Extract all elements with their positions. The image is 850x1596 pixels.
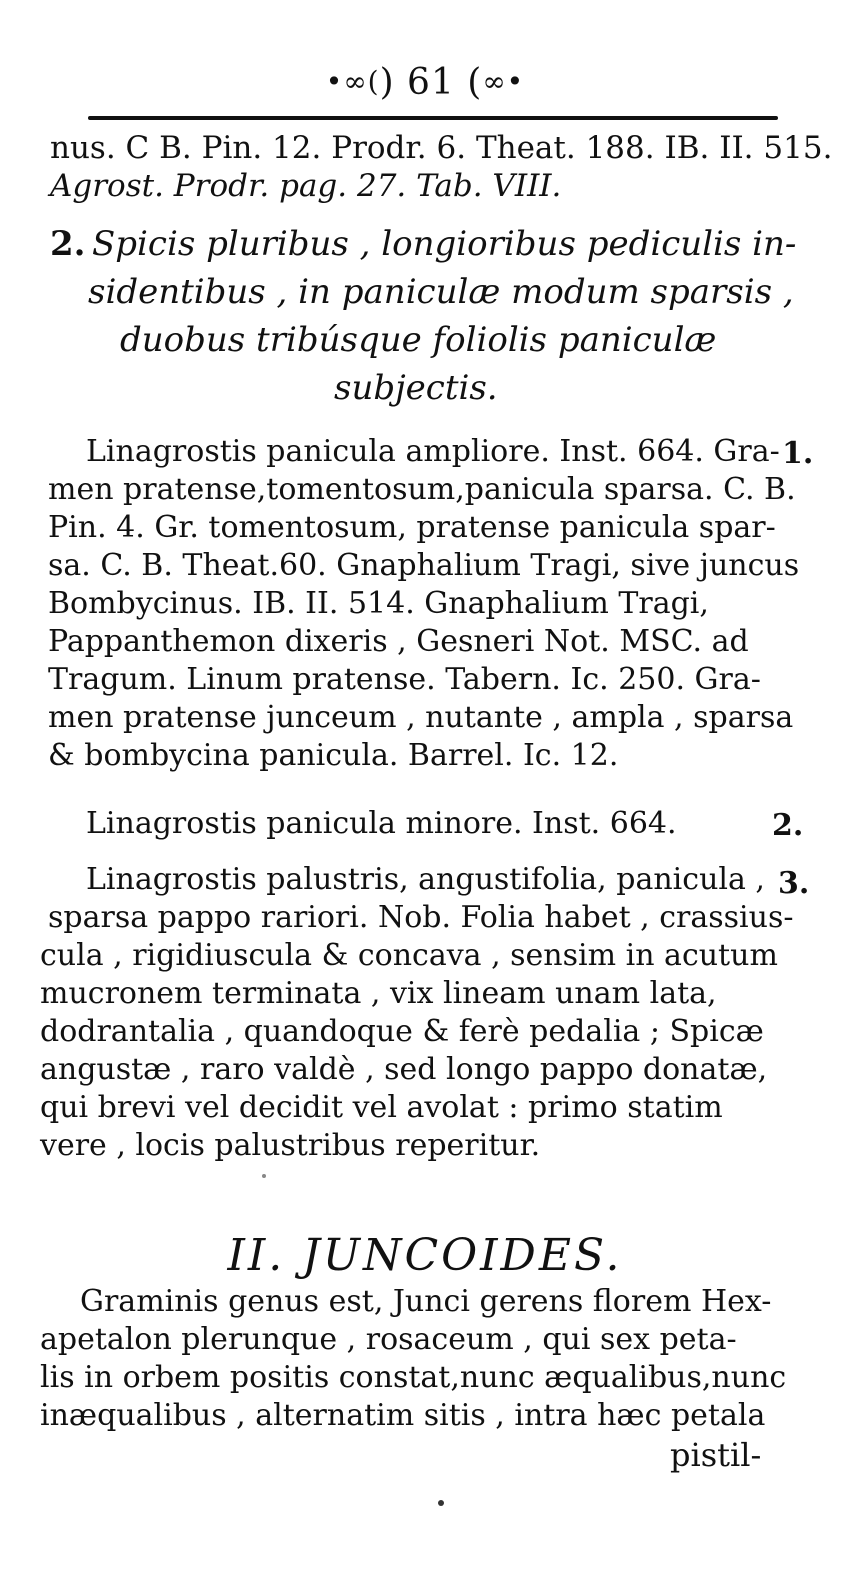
page-number: ) 61 ( — [379, 62, 483, 103]
species-1-line-5: Bombycinus. IB. II. 514. Gnaphalium Tragi, — [48, 586, 709, 621]
synonym-line-1: nus. C B. Pin. 12. Prodr. 6. Theat. 188. IB. II. 515. — [50, 130, 833, 166]
page-header — [0, 62, 850, 103]
species-3-line-8: vere , locis palustribus reperitur. — [40, 1128, 541, 1163]
species-1-line-7: Tragum. Linum pratense. Tabern. Ic. 250. Gra- — [48, 662, 761, 697]
header-rule — [88, 116, 778, 120]
species-1-line-9: & bombycina panicula. Barrel. Ic. 12. — [48, 738, 619, 773]
genus-line-1: Graminis genus est, Junci gerens florem Hex- — [80, 1284, 772, 1319]
definition-line-4: subjectis. — [334, 368, 498, 408]
species-3-line-6: angustæ , raro valdè , sed longo pappo donatæ, — [40, 1052, 768, 1087]
species-1-line-2: men pratense,tomentosum,panicula sparsa. C. B. — [48, 472, 796, 507]
species-3-number: 3. — [778, 866, 810, 901]
species-2-number: 2. — [772, 808, 804, 843]
definition-line-1: Spicis pluribus , longioribus pediculis in- — [92, 224, 797, 264]
species-1-line-8: men pratense junceum , nutante , ampla , sparsa — [48, 700, 794, 735]
synonym-line-2: Agrost. Prodr. pag. 27. Tab. VIII. — [50, 168, 562, 204]
section-heading: II. JUNCOIDES. — [227, 1230, 623, 1281]
print-speck — [262, 1174, 266, 1178]
species-1-line-6: Pappanthemon dixeris , Gesneri Not. MSC. ad — [48, 624, 749, 659]
species-1-line-1: Linagrostis panicula ampliore. Inst. 664. Gra- — [86, 434, 780, 469]
species-1-line-4: sa. C. B. Theat.60. Gnaphalium Tragi, sive juncus — [48, 548, 800, 583]
species-3-line-4: mucronem terminata , vix lineam unam lata, — [40, 976, 717, 1011]
catchword: pistil- — [670, 1436, 762, 1474]
definition-line-3: duobus tribúsque foliolis paniculæ — [120, 320, 717, 360]
species-1-line-3: Pin. 4. Gr. tomentosum, pratense panicula spar- — [48, 510, 776, 545]
definition-number: 2. — [50, 224, 86, 264]
genus-line-4: inæqualibus , alternatim sitis , intra hæc petala — [40, 1398, 766, 1433]
species-1-number: 1. — [782, 436, 814, 471]
print-speck — [438, 1500, 444, 1506]
genus-line-3: lis in orbem positis constat,nunc æqualibus,nunc — [40, 1360, 787, 1395]
left-ornament-icon: •∞( — [325, 65, 380, 98]
right-ornament-icon: ∞• — [482, 65, 525, 98]
species-3-line-3: cula , rigidiuscula & concava , sensim in acutum — [40, 938, 778, 973]
genus-line-2: apetalon plerunque , rosaceum , qui sex peta- — [40, 1322, 737, 1357]
species-3-line-5: dodrantalia , quandoque & ferè pedalia ; Spicæ — [40, 1014, 764, 1049]
definition-line-2: sidentibus , in paniculæ modum sparsis , — [88, 272, 794, 312]
species-3-line-1: Linagrostis palustris, angustifolia, panicula , — [86, 862, 765, 897]
species-2-line-1: Linagrostis panicula minore. Inst. 664. — [86, 806, 677, 841]
species-3-line-2: sparsa pappo rariori. Nob. Folia habet , crassius- — [48, 900, 794, 935]
species-3-line-7: qui brevi vel decidit vel avolat : primo statim — [40, 1090, 723, 1125]
